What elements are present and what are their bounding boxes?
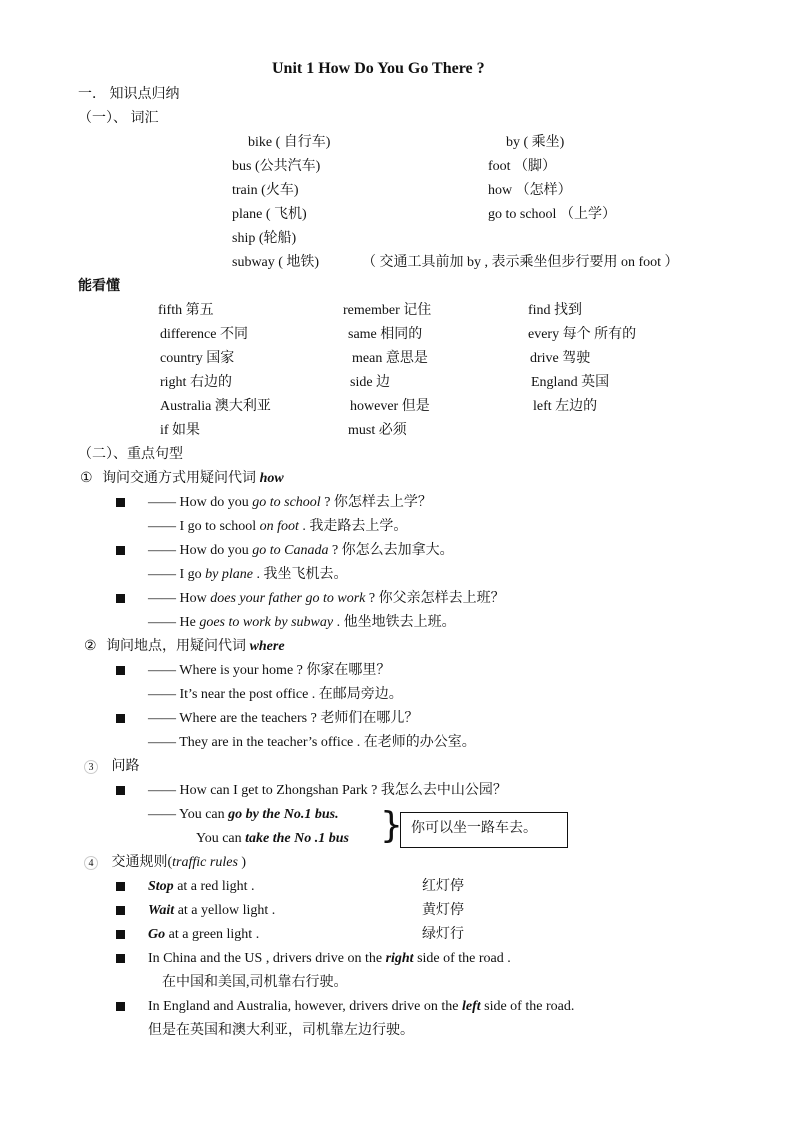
sentence-line [148, 566, 348, 584]
bullet-square-icon [116, 594, 125, 603]
sentence-emphasis: does your father go to work [210, 591, 366, 606]
rule-text: at a green light . [165, 927, 260, 942]
read-word: left 左边的 [533, 399, 598, 414]
bullet-square-icon [116, 786, 125, 795]
sentence-part: —— You can [148, 807, 229, 822]
sentence-part: —— He [148, 615, 200, 630]
read-word: remember 记住 [343, 303, 432, 318]
rule-line [148, 998, 574, 1016]
bullet-square-icon [116, 666, 125, 675]
bullet-square-icon [116, 930, 125, 939]
sentence-line [148, 590, 505, 608]
sentence-part: —— I go to school [148, 519, 260, 534]
bullet-square-icon [116, 906, 125, 915]
sentence-line: —— It’s near the post office . 在邮局旁边。 [148, 687, 403, 702]
sentence-line: —— Where is your home ? 你家在哪里？ [148, 663, 391, 678]
section-heading-1: 一． 知识点归纳 [78, 87, 180, 102]
can-read-heading: 能看懂 [78, 279, 120, 294]
point-number: 4 [84, 856, 98, 870]
bullet-square-icon [116, 546, 125, 555]
rule-text: In England and Australia, however, drivers drive on the [148, 999, 462, 1014]
sentence-emphasis: take the No .1 bus [245, 831, 349, 846]
vocab-item: ship (轮船) [232, 231, 297, 246]
vocab-item: foot （脚） [488, 159, 557, 174]
rule-line [148, 878, 255, 896]
read-word: right 右边的 [160, 375, 232, 390]
sentence-line [196, 830, 349, 848]
read-word: if 如果 [160, 423, 201, 438]
page-title: Unit 1 How Do You Go There ? [272, 60, 485, 77]
rule-text: side of the road. [480, 999, 575, 1014]
sentence-part: —— How [148, 591, 211, 606]
sentence-emphasis: go to school [252, 495, 321, 510]
read-word: fifth 第五 [158, 303, 214, 318]
point-text-end: ) [237, 855, 247, 870]
point-keyword: how [259, 471, 284, 486]
point-number: ① [80, 471, 93, 486]
read-word: country 国家 [160, 351, 235, 366]
rule-line [148, 950, 511, 968]
read-word: Australia 澳大利亚 [160, 399, 271, 414]
vocab-item: subway ( 地铁) [232, 255, 320, 270]
rule-keyword: left [461, 999, 481, 1014]
bullet-square-icon [116, 498, 125, 507]
read-word: mean 意思是 [352, 351, 428, 366]
rule-text: at a yellow light . [174, 903, 276, 918]
sentence-line [148, 518, 407, 536]
read-word: same 相同的 [348, 327, 423, 342]
rule-translation: 红灯停 [422, 879, 464, 894]
sentence-part: . 我走路去上学。 [298, 519, 408, 534]
vocab-item: how （怎样） [488, 183, 572, 198]
sentence-line: —— How can I get to Zhongshan Park ? 我怎么去中山公园？ [148, 783, 507, 798]
sentence-line [148, 806, 339, 824]
sentence-emphasis: go to Canada [252, 543, 329, 558]
vocab-item: by ( 乘坐) [506, 135, 565, 150]
vocab-item: bus (公共汽车) [232, 159, 321, 174]
point-3-heading [84, 758, 140, 776]
rule-keyword: Stop [148, 879, 174, 894]
rule-text: at a red light . [173, 879, 255, 894]
point-4-heading [84, 854, 246, 872]
point-text: 询问交通方式用疑问代词 [102, 471, 257, 486]
sentence-part: —— I go [148, 567, 206, 582]
sentence-emphasis: go by the No.1 bus. [228, 807, 339, 822]
sentence-part: ? 你怎样去上学？ [320, 495, 432, 510]
read-word: England 英国 [531, 375, 610, 390]
bullet-square-icon [116, 882, 125, 891]
point-number: ② [84, 639, 97, 654]
vocab-item: plane ( 飞机) [232, 207, 307, 222]
sentence-line [148, 542, 454, 560]
sentence-line [148, 614, 456, 632]
sentence-emphasis: goes to work by subway [199, 615, 334, 630]
rule-line [148, 902, 275, 920]
sentence-part: . 他坐地铁去上班。 [333, 615, 456, 630]
rule-line [148, 926, 259, 944]
rule-text: In China and the US , drivers drive on the [148, 951, 386, 966]
point-text-italic: traffic rules [172, 855, 238, 870]
subsection-vocabulary: （一）、 词汇 [78, 111, 159, 126]
rule-keyword: Wait [148, 903, 175, 918]
translation-text: 你可以坐一路车去。 [411, 821, 537, 836]
brace-icon: } [380, 805, 403, 846]
sentence-part: ? 你父亲怎样去上班？ [365, 591, 505, 606]
rule-keyword: Go [148, 927, 166, 942]
point-keyword: where [249, 639, 285, 654]
read-word: drive 驾驶 [530, 351, 591, 366]
read-word: find 找到 [528, 303, 583, 318]
sentence-part: —— How do you [148, 495, 253, 510]
read-word: must 必须 [348, 423, 407, 438]
point-text: 问路 [111, 759, 140, 774]
sentence-emphasis: on foot [259, 519, 299, 534]
bullet-square-icon [116, 954, 125, 963]
read-word: side 边 [350, 375, 391, 390]
rule-keyword: right [385, 951, 414, 966]
vocab-item: train (火车) [232, 183, 299, 198]
point-text: 询问地点，用疑问代词 [106, 639, 247, 654]
rule-text: side of the road . [413, 951, 511, 966]
sentence-line: —— Where are the teachers ? 老师们在哪儿？ [148, 711, 419, 726]
subway-note: （ 交通工具前加 by , 表示乘坐但步行要用 on foot ） [362, 255, 679, 270]
rule-translation: 但是在英国和澳大利亚，司机靠左边行驶。 [148, 1023, 414, 1038]
subsection-key-sentences: （二）、重点句型 [78, 447, 183, 462]
translation-box [400, 812, 568, 848]
sentence-part: ? 你怎么去加拿大。 [328, 543, 454, 558]
point-text: 交通规则( [111, 855, 173, 870]
vocab-item: bike ( 自行车) [248, 135, 331, 150]
bullet-square-icon [116, 714, 125, 723]
sentence-line: —— They are in the teacher’s office . 在老师的办公室。 [148, 735, 476, 750]
point-number: 3 [84, 760, 98, 774]
read-word: however 但是 [350, 399, 430, 414]
rule-translation: 在中国和美国,司机靠右行驶。 [162, 975, 348, 990]
point-2-heading [84, 638, 285, 656]
point-1-heading [80, 470, 284, 488]
sentence-line [148, 494, 432, 512]
rule-translation: 绿灯行 [422, 927, 464, 942]
read-word: every 每个 所有的 [528, 327, 637, 342]
sentence-part: . 我坐飞机去。 [253, 567, 348, 582]
vocab-item: go to school （上学） [488, 207, 616, 222]
sentence-part: —— How do you [148, 543, 253, 558]
rule-translation: 黄灯停 [422, 903, 464, 918]
sentence-part: You can [196, 831, 246, 846]
bullet-square-icon [116, 1002, 125, 1011]
sentence-emphasis: by plane [205, 567, 253, 582]
read-word: difference 不同 [160, 327, 248, 342]
